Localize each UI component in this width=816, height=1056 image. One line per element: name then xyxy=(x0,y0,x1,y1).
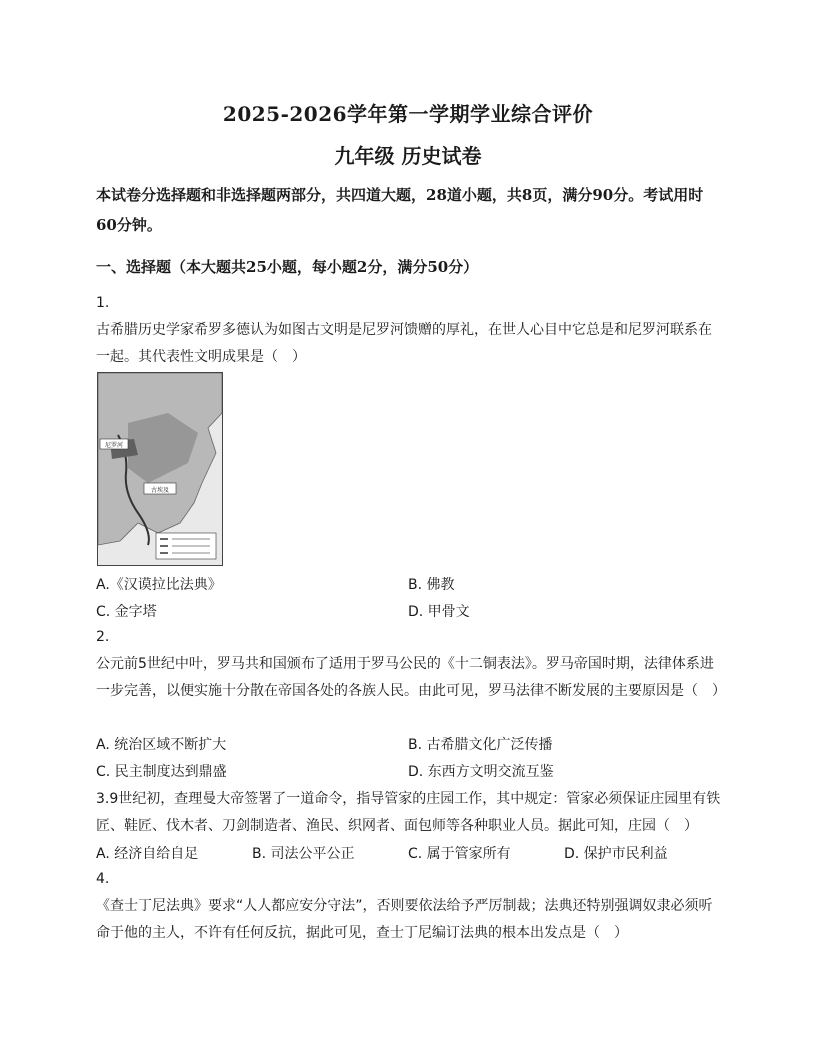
option-c[interactable]: C. 金字塔 xyxy=(96,604,157,620)
exam-title: 2025-2026学年第一学期学业综合评价 xyxy=(222,102,594,126)
question-2-options xyxy=(96,734,724,790)
question-1 xyxy=(96,290,724,371)
option-a[interactable]: A.《汉谟拉比法典》 xyxy=(96,577,222,593)
option-b[interactable]: B. 司法公平公正 xyxy=(252,846,355,862)
question-4 xyxy=(96,866,724,947)
option-d[interactable]: D. 东西方文明交流互鉴 xyxy=(408,764,554,780)
question-number: 4. xyxy=(96,871,110,887)
exam-instructions: 本试卷分选择题和非选择题两部分，共四道大题，28道小题，共8页，满分90分。考试用时60分钟。 xyxy=(96,186,704,234)
section-heading: 一、选择题（本大题共25小题，每小题2分，满分50分） xyxy=(96,258,479,276)
question-stem: 3.9世纪初，查理曼大帝签署了一道命令，指导管家的庄园工作，其中规定：管家必须保证庄园里有铁匠、鞋匠、伐木者、刀剑制造者、渔民、织网者、面包师等各种职业人员。据此可知，庄园（ ） xyxy=(96,791,721,834)
option-d[interactable]: D. 甲骨文 xyxy=(408,604,470,620)
egypt-map-figure xyxy=(97,372,223,566)
option-b[interactable]: B. 古希腊文化广泛传播 xyxy=(408,737,553,753)
option-d[interactable]: D. 保护市民利益 xyxy=(564,846,668,862)
question-2 xyxy=(96,624,724,705)
question-1-options xyxy=(96,574,724,630)
option-c[interactable]: C. 民主制度达到鼎盛 xyxy=(96,764,227,780)
map-label-nile: 尼罗河 xyxy=(104,442,124,449)
map-label-egypt: 古埃及 xyxy=(150,487,170,494)
question-number: 2. xyxy=(96,629,110,645)
question-3 xyxy=(96,786,724,840)
option-a[interactable]: A. 统治区域不断扩大 xyxy=(96,737,227,753)
question-stem: 《查士丁尼法典》要求“人人都应安分守法”，否则要依法给予严厉制裁；法典还特别强调奴隶必须听命于他的主人，不许有任何反抗，据此可见，查士丁尼编订法典的根本出发点是（ ） xyxy=(96,898,713,941)
map-graphic xyxy=(98,373,222,565)
exam-subtitle: 九年级 历史试卷 xyxy=(334,144,482,168)
option-a[interactable]: A. 经济自给自足 xyxy=(96,846,199,862)
option-b[interactable]: B. 佛教 xyxy=(408,577,455,593)
question-stem: 古希腊历史学家希罗多德认为如图古文明是尼罗河馈赠的厚礼，在世人心目中它总是和尼罗河联系在一起。其代表性文明成果是（ ） xyxy=(96,322,712,365)
option-c[interactable]: C. 属于管家所有 xyxy=(408,846,511,862)
question-stem: 公元前5世纪中叶，罗马共和国颁布了适用于罗马公民的《十二铜表法》。罗马帝国时期，法律体系进一步完善，以便实施十分散在帝国各处的各族人民。由此可见，罗马法律不断发展的主要原因是（ ） xyxy=(96,656,726,699)
question-number: 1. xyxy=(96,295,110,311)
